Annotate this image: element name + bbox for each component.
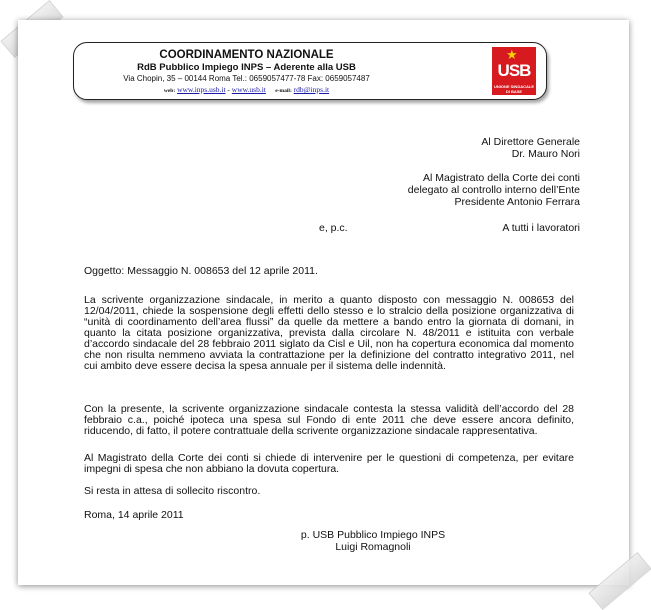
usb-logo [492,47,536,95]
web-label: web: [163,88,176,94]
body-paragraph-1: La scrivente organizzazione sindacale, in merito a quanto disposto con messaggio N. 008653 del 12/04/2011, chiede la sospensione degli effetti dello stesso e lo stralcio della posizione organizzativa di “unità di coordinamento dell’area flussi” da quelle da mettere a bando entro la giornata di domani, in quanto la citata posizione organizzativa, prevista dalla circolare N. 48/2011 e istituita con verbale d’accordo sindacale del 28 febbraio 2011 siglato da Cisl e Uil, non ha copertura economica dal momento che non risulta nemmeno avviata la contrattazione per la definizione del contratto integrativo 2011, nel cui ambito deve essere decisa la spesa annuale per il sistema delle indennità. [84,294,574,372]
recipient-2-line-1: Al Magistrato della Corte dei conti [423,172,580,184]
email-link[interactable]: rdb@inps.it [293,85,330,94]
signature-name: Luigi Romagnoli [335,541,411,553]
web-link-usb[interactable]: www.usb.it [231,85,266,94]
letterhead-subtitle: RdB Pubblico Impiego INPS – Aderente alla USB [137,62,356,73]
date-line: Roma, 14 aprile 2011 [84,509,184,521]
web-separator: - [227,85,232,94]
letterhead-contacts [74,85,419,94]
recipient-1-line-1: Al Direttore Generale [481,136,580,148]
web-link-inps[interactable]: www.inps.usb.it [177,85,226,94]
logo-subtext: UNIONE SINDACALE DI BASE [493,84,534,94]
letter-page [18,20,629,585]
body-paragraph-3: Al Magistrato della Corte dei conti si chiede di intervenire per le questioni di competenza, per evitare impegni di spesa che non abbiano la dovuta copertura. [84,452,574,475]
recipient-2-line-2: delegato al controllo interno dell’Ente [407,184,580,196]
body-paragraph-2: Con la presente, la scrivente organizzazione sindacale contesta la stessa validità dell’accordo del 28 febbraio c.a., poiché ipoteca una spesa sul Fondo di ente 2011 che deve essere ancora definito, riducendo, di fatto, il potere contrattuale della scrivente organizzazione sindacale rappresentativa. [84,403,574,437]
star-icon: ★ [506,47,518,62]
letter-subject: Oggetto: Messaggio N. 008653 del 12 aprile 2011. [84,265,318,277]
recipient-2-line-3: Presidente Antonio Ferrara [454,196,580,208]
cc-recipient: A tutti i lavoratori [502,222,580,234]
cc-label: e, p.c. [319,222,348,234]
letterhead-title: COORDINAMENTO NAZIONALE [159,49,334,61]
signature-line-1: p. USB Pubblico Impiego INPS [300,529,446,541]
recipient-1-line-2: Dr. Mauro Nori [511,148,580,160]
letterhead-address: Via Chopin, 35 – 00144 Roma Tel.: 0659057477-78 Fax: 0659057487 [123,74,370,83]
email-label: e-mail: [275,88,292,94]
letterhead [73,42,547,100]
logo-text: USB [497,61,531,80]
body-paragraph-4: Si resta in attesa di sollecito riscontro. [84,485,261,497]
